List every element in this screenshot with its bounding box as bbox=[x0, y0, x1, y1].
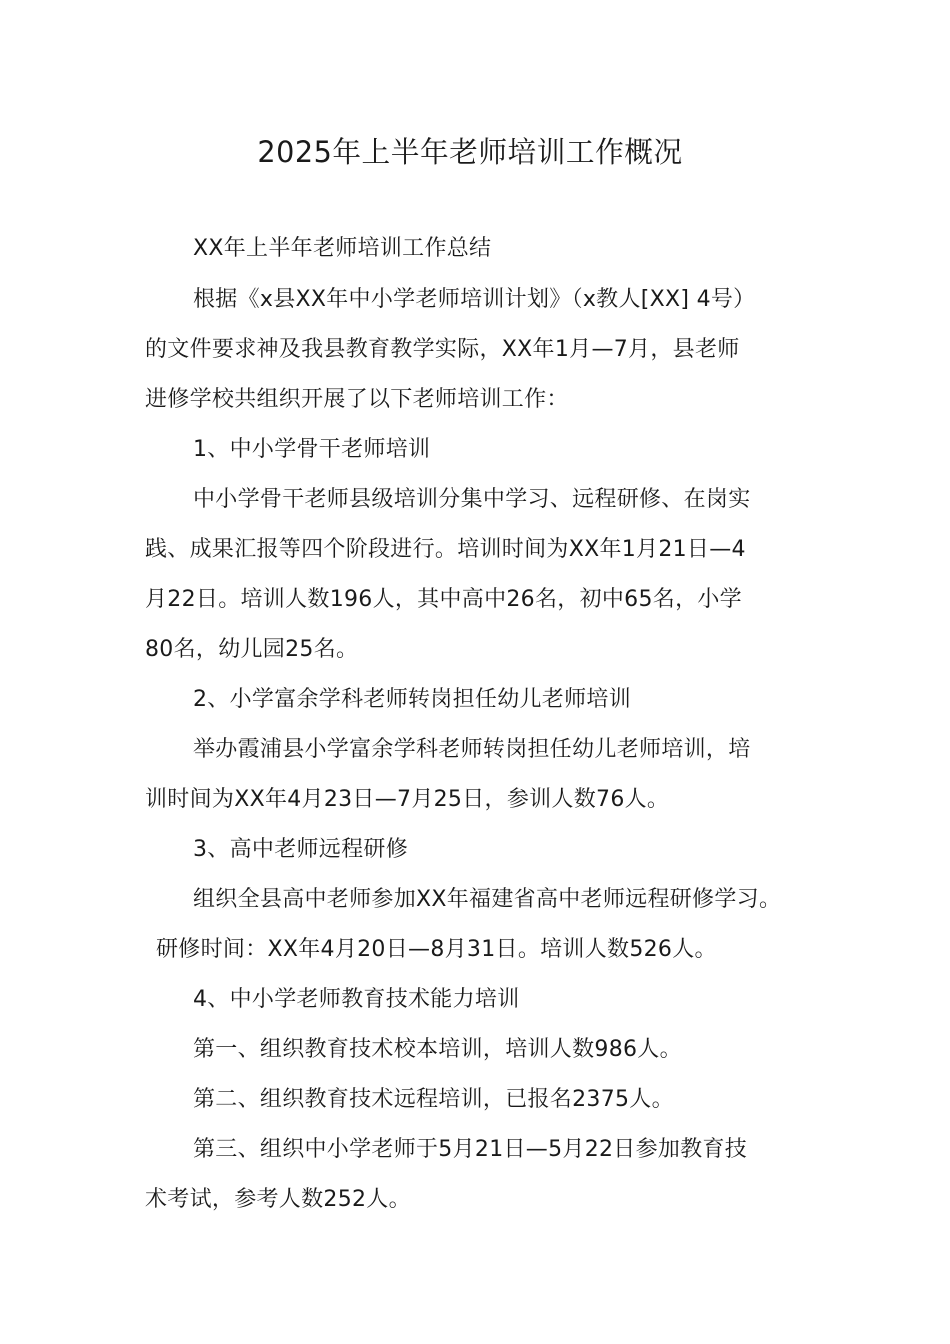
doc-line: 举办霞浦县小学富余学科老师转岗担任幼儿老师培训，培 bbox=[193, 737, 751, 762]
doc-heading-1: 1、中小学骨干老师培训 bbox=[193, 437, 431, 462]
doc-line-subtitle: XX年上半年老师培训工作总结 bbox=[193, 236, 492, 261]
doc-line: 80名，幼儿园25名。 bbox=[145, 637, 359, 662]
document-title: 2025年上半年老师培训工作概况 bbox=[257, 135, 683, 169]
doc-line: 第二、组织教育技术远程培训，已报名2375人。 bbox=[193, 1087, 674, 1112]
doc-heading-3: 3、高中老师远程研修 bbox=[193, 837, 408, 862]
doc-line: 践、成果汇报等四个阶段进行。培训时间为XX年1月21日—4 bbox=[145, 537, 746, 562]
doc-line: 中小学骨干老师县级培训分集中学习、远程研修、在岗实 bbox=[193, 487, 751, 512]
doc-line: 术考试，参考人数252人。 bbox=[145, 1187, 411, 1212]
doc-line: 进修学校共组织开展了以下老师培训工作： bbox=[145, 387, 569, 412]
doc-line: 根据《x县XX年中小学老师培训计划》（x教人[XX] 4号） bbox=[193, 287, 756, 312]
doc-line: 第一、组织教育技术校本培训，培训人数986人。 bbox=[193, 1037, 682, 1062]
doc-heading-2: 2、小学富余学科老师转岗担任幼儿老师培训 bbox=[193, 687, 631, 712]
doc-heading-4: 4、中小学老师教育技术能力培训 bbox=[193, 987, 520, 1012]
doc-line: 的文件要求神及我县教育教学实际，XX年1月—7月，县老师 bbox=[145, 337, 740, 362]
doc-line: 第三、组织中小学老师于5月21日—5月22日参加教育技 bbox=[193, 1137, 748, 1162]
doc-line: 组织全县高中老师参加XX年福建省高中老师远程研修学习。 bbox=[193, 887, 782, 912]
doc-line: 研修时间：XX年4月20日—8月31日。培训人数526人。 bbox=[156, 937, 717, 962]
doc-line: 训时间为XX年4月23日—7月25日，参训人数76人。 bbox=[145, 787, 670, 812]
doc-line: 月22日。培训人数196人，其中高中26名，初中65名，小学 bbox=[145, 587, 742, 612]
